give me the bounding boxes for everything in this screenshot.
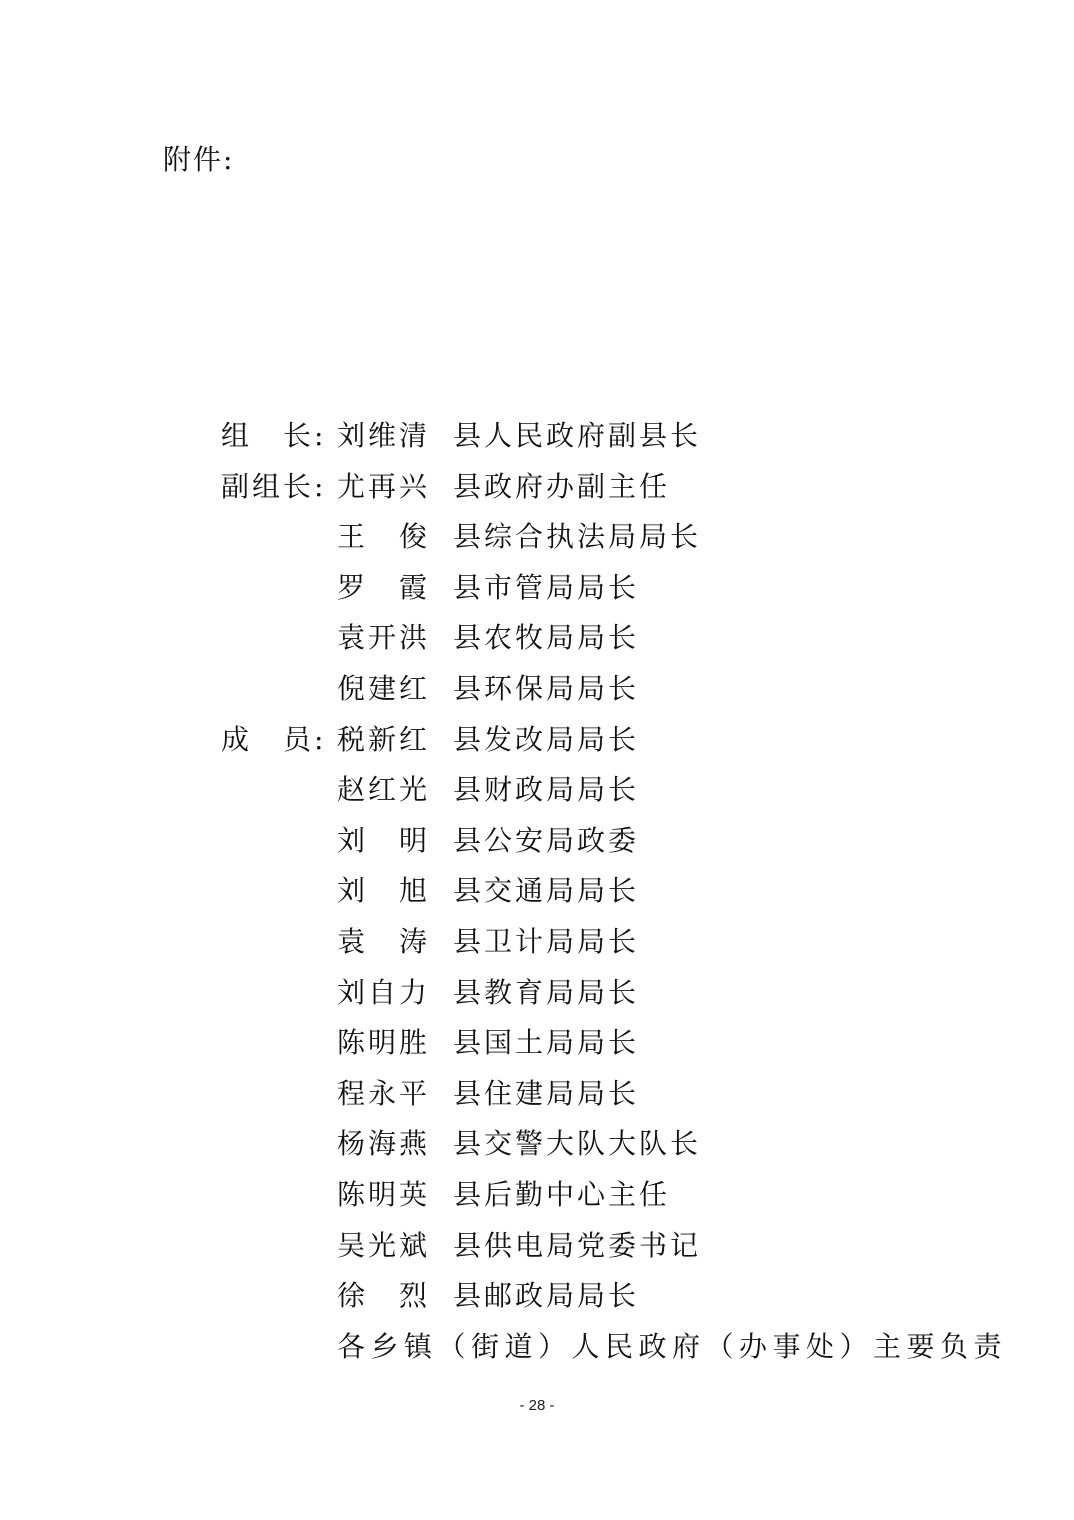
roster-row: [0, 1223, 1074, 1274]
roster-row: [0, 1020, 1074, 1071]
roster-name: 陈明胜: [337, 1026, 431, 1060]
roster-title: 县人民政府副县长: [453, 419, 702, 452]
roster-row: [0, 1172, 1074, 1223]
roster-title: 县供电局党委书记: [453, 1228, 702, 1262]
roster-name: 王 俊: [337, 520, 431, 554]
roster-name: 刘自力: [337, 975, 431, 1009]
roster-name: 尤再兴: [337, 469, 431, 503]
roster-title: 县国土局局长: [453, 1026, 640, 1060]
roster-title: 县后勤中心主任: [453, 1177, 671, 1211]
roster-title: 县交警大队大队长: [453, 1127, 702, 1161]
roster-row: [0, 1071, 1074, 1122]
roster-row: [0, 767, 1074, 818]
roster-row: [0, 717, 1074, 768]
roster-row: [0, 818, 1074, 869]
roster-name: 罗 霞: [337, 570, 431, 604]
roster-title: 县农牧局局长: [453, 621, 640, 655]
roster-name: 袁 涛: [337, 924, 431, 958]
roster-title: 县政府办副主任: [453, 469, 671, 503]
roster-row: [0, 868, 1074, 919]
roster-name: 税新红: [337, 722, 431, 756]
roster-title: 县环保局局长: [453, 671, 640, 705]
roster-title: 县卫计局局长: [453, 924, 640, 958]
roster-row: [0, 1273, 1074, 1324]
roster-name: 杨海燕: [337, 1127, 431, 1161]
roster-title: 县发改局局长: [453, 722, 640, 756]
attachment-label: 附件:: [163, 143, 235, 176]
roster-name: 刘 明: [337, 823, 431, 857]
roster-title: 县邮政局局长: [453, 1279, 640, 1313]
roster-name: 倪建红: [337, 671, 431, 705]
roster-name: 陈明英: [337, 1177, 431, 1211]
roster-row: [0, 464, 1074, 515]
roster-role: 组 长:: [221, 419, 327, 452]
roster-row: [0, 666, 1074, 717]
roster-name: 刘维清: [337, 419, 431, 452]
roster-title: 县市管局局长: [453, 570, 640, 604]
roster-title: 县财政局局长: [453, 773, 640, 807]
roster-name: 徐 烈: [337, 1279, 431, 1313]
continuation-row: [0, 1324, 1074, 1375]
roster-name: 吴光斌: [337, 1228, 431, 1262]
page-number: - 28 -: [519, 1397, 555, 1414]
roster-title: 县综合执法局局长: [453, 520, 702, 554]
roster-title: 县公安局政委: [453, 823, 640, 857]
roster-title: 县住建局局长: [453, 1076, 640, 1110]
roster-role: 成 员:: [221, 722, 327, 756]
roster-title: 县教育局局长: [453, 975, 640, 1009]
roster-name: 袁开洪: [337, 621, 431, 655]
roster-row: [0, 1121, 1074, 1172]
roster-name: 刘 旭: [337, 874, 431, 908]
roster-row: [0, 514, 1074, 565]
roster-list: [0, 413, 1074, 1374]
continuation-line: 各乡镇（街道）人民政府（办事处）主要负责: [337, 1329, 1008, 1363]
roster-row: [0, 970, 1074, 1021]
roster-row: [0, 615, 1074, 666]
roster-role: 副组长:: [221, 469, 327, 503]
roster-name: 程永平: [337, 1076, 431, 1110]
roster-row: [0, 413, 1074, 464]
roster-name: 赵红光: [337, 773, 431, 807]
roster-row: [0, 565, 1074, 616]
roster-row: [0, 919, 1074, 970]
roster-title: 县交通局局长: [453, 874, 640, 908]
